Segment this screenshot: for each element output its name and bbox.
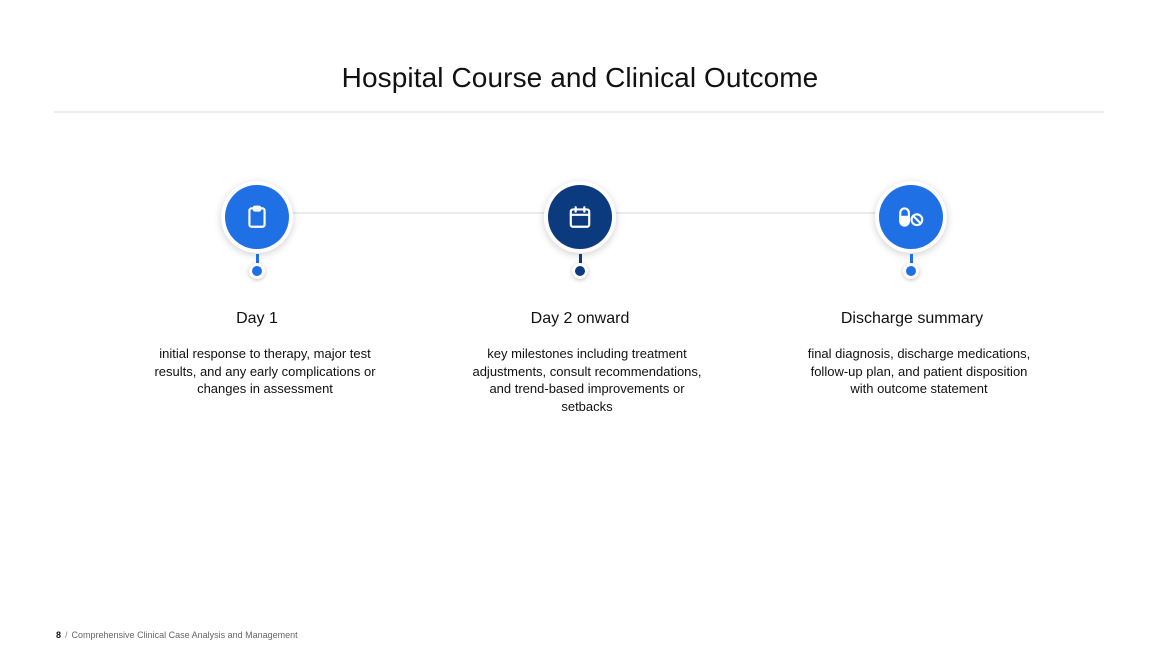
step-icon-badge [544,181,616,253]
step-title: Day 2 onward [530,310,630,327]
step-description: key milestones including treatment adjustments, consult recommendations, and trend-based improvements or setbacks [472,346,702,414]
slide-title: Hospital Course and Clinical Outcome [341,62,819,93]
timeline-marker [249,263,265,279]
timeline-marker [572,263,588,279]
title-divider [54,111,1104,113]
deck-title: Comprehensive Clinical Case Analysis and Management [71,630,298,640]
step-description: final diagnosis, discharge medications, follow-up plan, and patient disposition with outcome statement [807,346,1031,396]
page-number: 8 [56,630,62,640]
calendar-icon [548,185,612,249]
step-description: initial response to therapy, major test results, and any early complications or changes in assessment [154,346,376,396]
footer-separator: / [65,630,68,640]
step-icon-badge [221,181,293,253]
step-title: Discharge summary [840,310,984,327]
step-title: Day 1 [236,310,278,327]
timeline-marker [903,263,919,279]
pill-icon [879,185,943,249]
slide-footer [56,630,298,640]
step-icon-badge [875,181,947,253]
clipboard-icon [225,185,289,249]
